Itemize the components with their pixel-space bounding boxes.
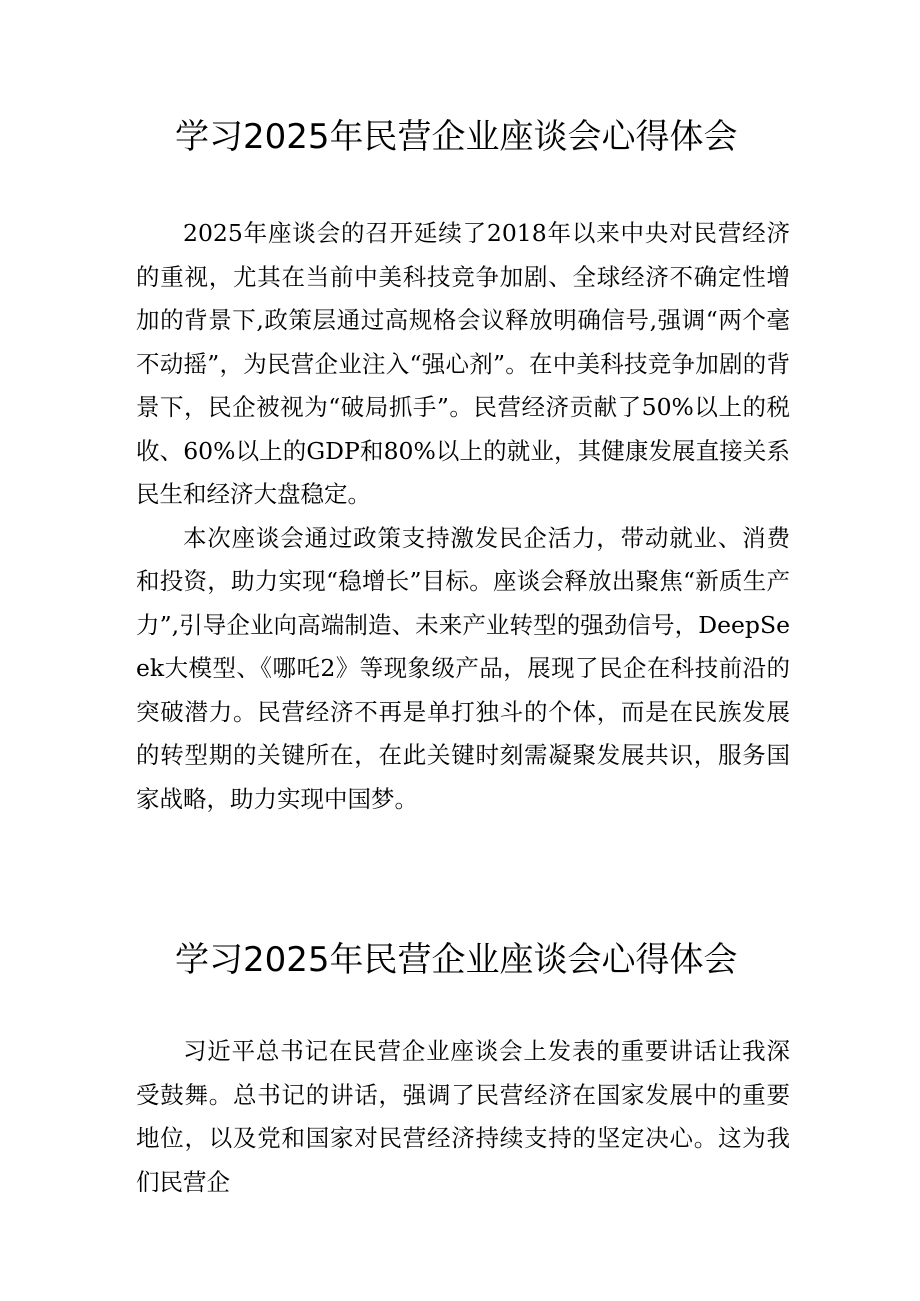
article-body: [0, 212, 920, 821]
body-paragraph: 本次座谈会通过政策支持激发民企活力，带动就业、消费和投资，助力实现“稳增长”目标。座谈会释放出聚焦“新质生产力”,引导企业向高端制造、未来产业转型的强劲信号，DeepSeek大模型、《哪吒2》等现象级产品，展现了民企在科技前沿的突破潜力。民营经济不再是单打独斗的个体，而是在民族发展的转型期的关键所在，在此关键时刻需凝聚发展共识，服务国家战略，助力实现中国梦。: [136, 523, 790, 813]
article-title: 学习2025年民营企业座谈会心得体会: [175, 117, 738, 157]
article-body: [0, 1030, 920, 1204]
article-title: 学习2025年民营企业座谈会心得体会: [175, 940, 738, 980]
body-paragraph: 2025年座谈会的召开延续了2018年以来中央对民营经济的重视，尤其在当前中美科技竞争加剧、全球经济不确定性增加的背景下,政策层通过高规格会议释放明确信号,强调“两个毫不动摇”，为民营企业注入“强心剂”。在中美科技竞争加剧的背景下，民企被视为“破局抓手”。民营经济贡献了50%以上的税收、60%以上的GDP和80%以上的就业，其健康发展直接关系民生和经济大盘稳定。: [136, 219, 790, 508]
body-paragraph: 习近平总书记在民营企业座谈会上发表的重要讲话让我深受鼓舞。总书记的讲话，强调了民营经济在国家发展中的重要地位，以及党和国家对民营经济持续支持的坚定决心。这为我们民营企: [136, 1037, 790, 1196]
